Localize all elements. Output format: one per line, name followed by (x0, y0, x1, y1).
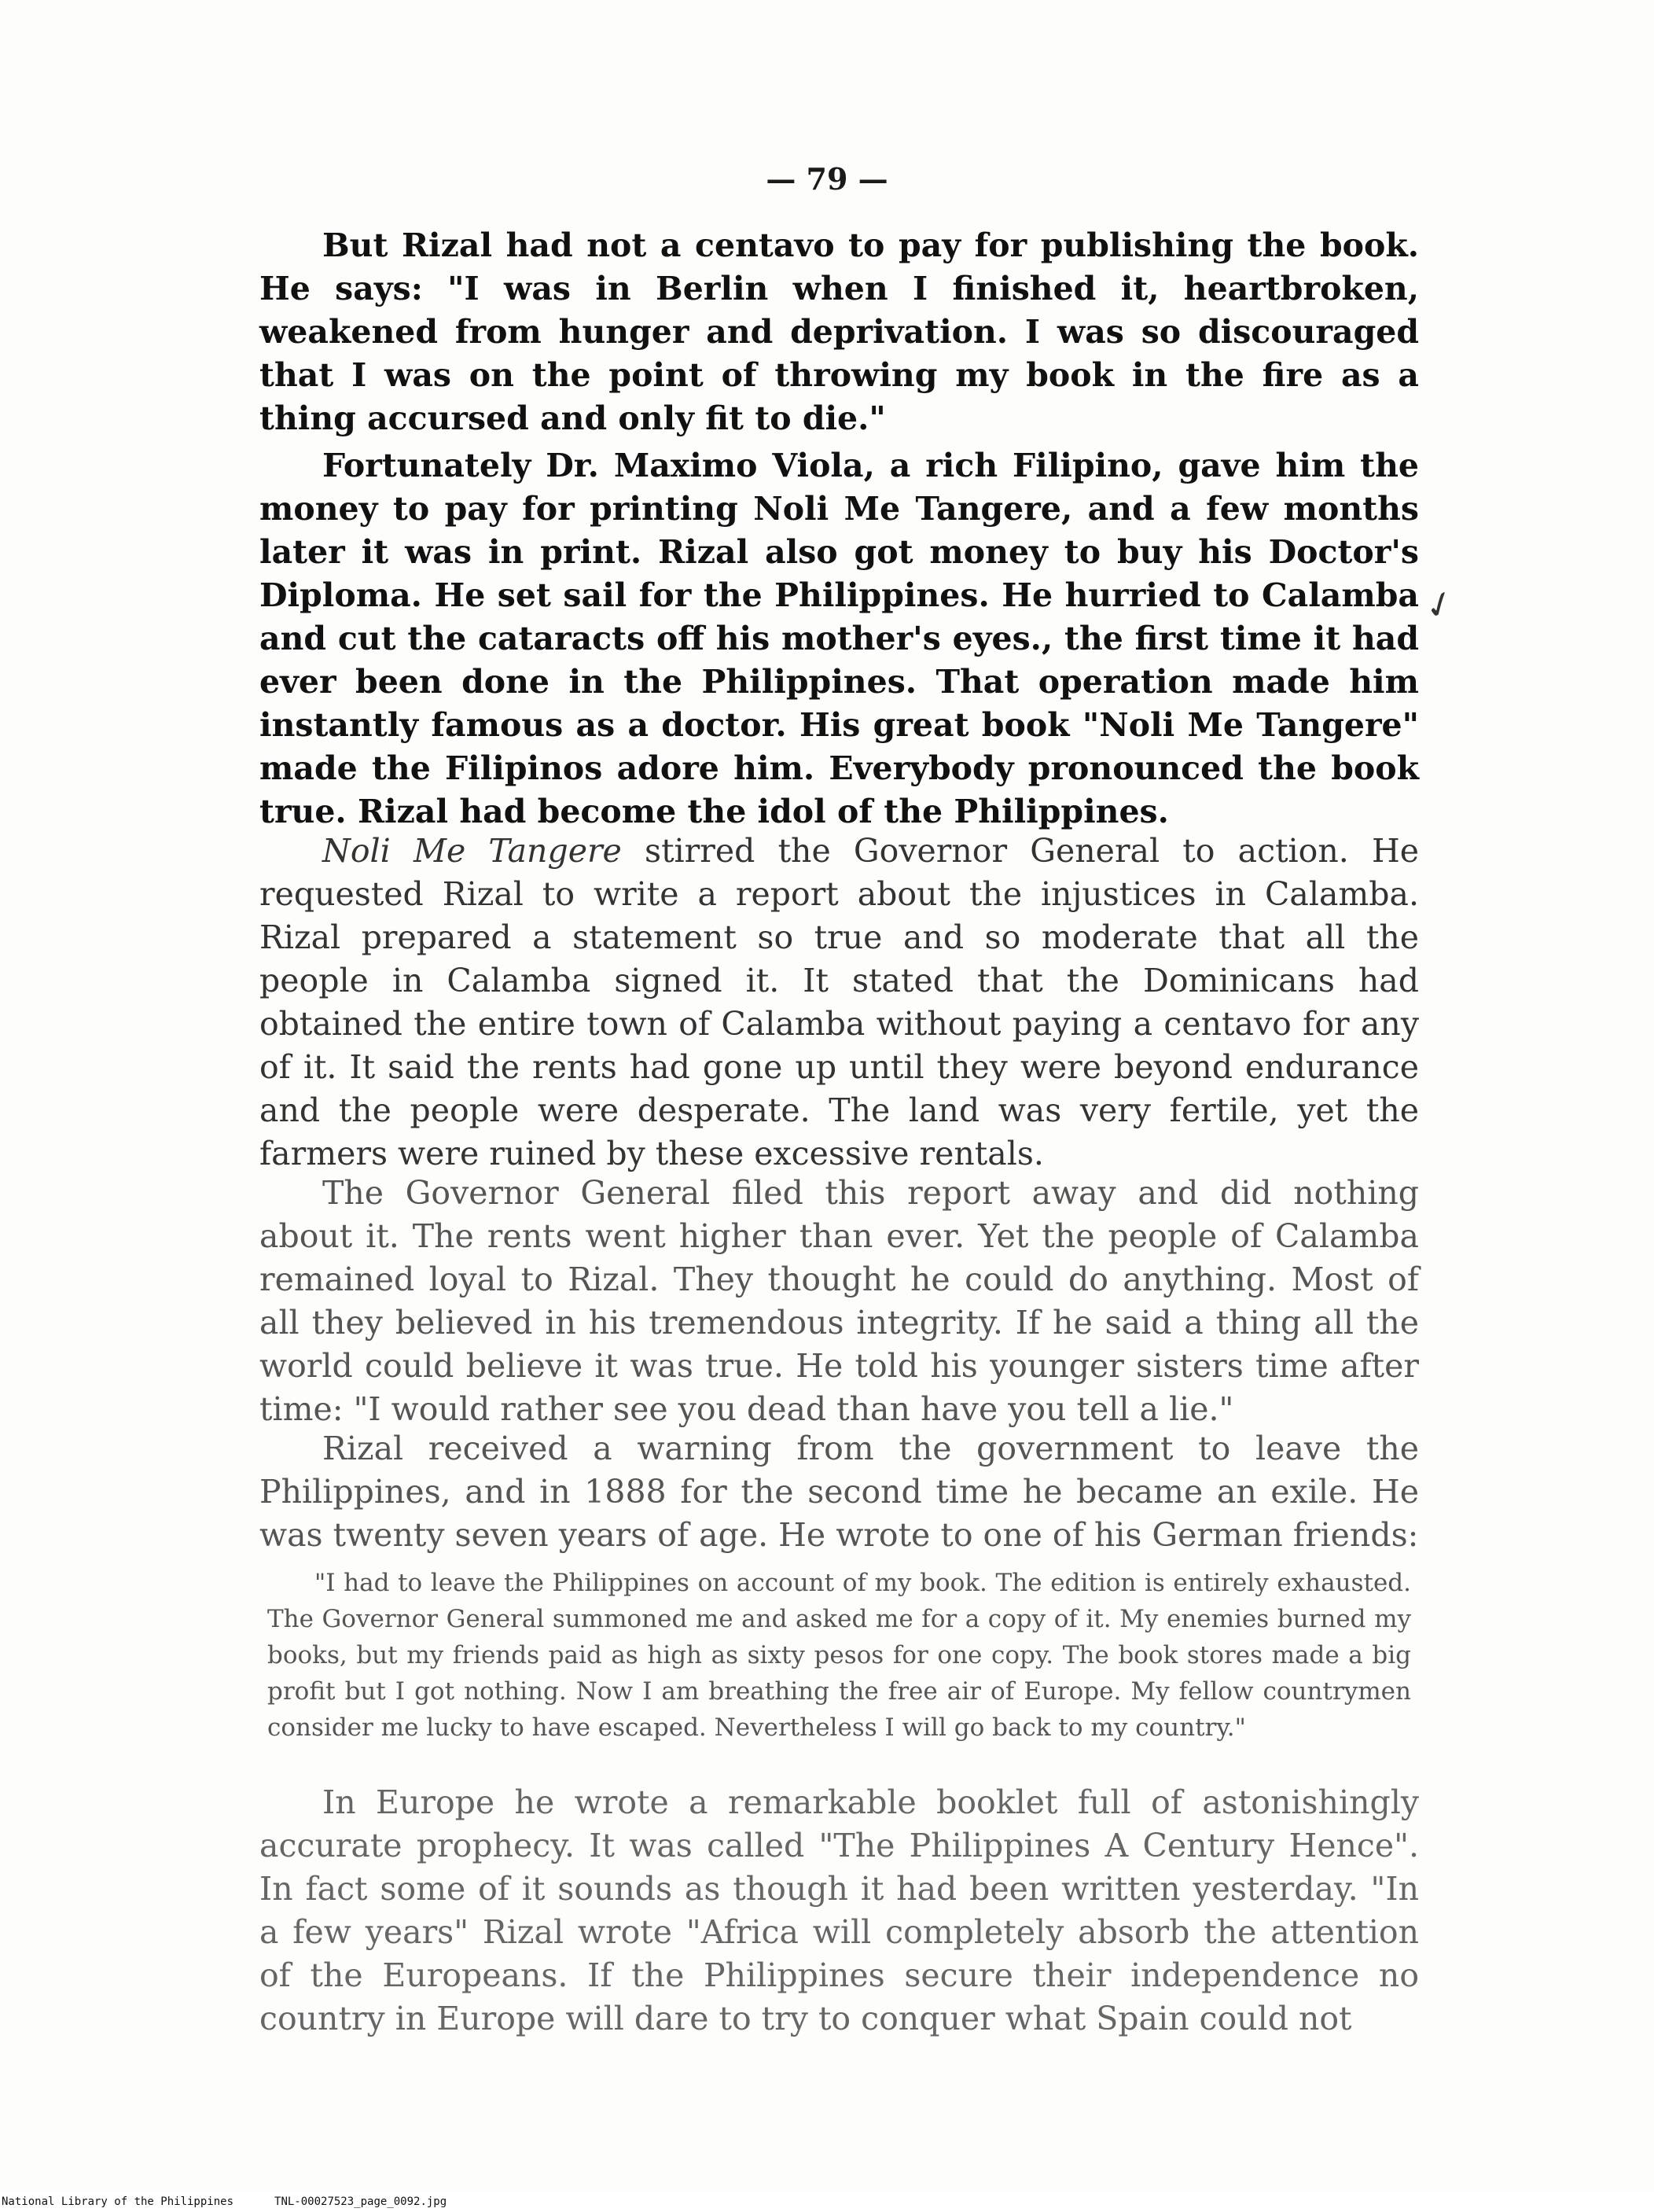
scan-footer (0, 2192, 1654, 2212)
paragraph-4: The Governor General filed this report away and did nothing about it. The rents went higher than ever. Yet the people of Calamba remained loyal to Rizal. They thought he could do anything. Most of all they believed in his tremendous integrity. If he said a thing all the world could believe it was true. He told his younger sisters time after time: "I would rather see you dead than have you tell a lie." (259, 1174, 1419, 1428)
footer-file: TNL-00027523_page_0092.jpg (274, 2195, 447, 2208)
paragraph-3 (259, 830, 1419, 1176)
paragraph-5: Rizal received a warning from the government to leave the Philippines, and in 1888 for the second time he became an exile. He was twenty seven years of age. He wrote to one of his German friends: (259, 1430, 1419, 1554)
margin-check-icon: ✓ (1417, 580, 1461, 630)
paragraph-2-block (259, 444, 1419, 834)
paragraph-3-text: stirred the Governor General to action. He requested Rizal to write a report about the injustices in Calamba. Rizal prepared a statement so true and so moderate that all the people in Calamba signed it. It stated that the Dominicans had obtained the entire town of Calamba without paying a centavo for any of it. It said the rents had gone up until they were beyond endurance and the people were desperate. The land was very fertile, yet the farmers were ruined by these excessive rentals. (259, 832, 1420, 1172)
paragraph-2: Fortunately Dr. Maximo Viola, a rich Filipino, gave him the money to pay for printing Noli Me Tangere, and a few months later it was in print. Rizal also got money to buy his Doctor's Diploma. He set sail for the Philippines. He hurried to Calamba and cut the cataracts off his mother's eyes., the first time it had ever been done in the Philippines. That operation made him instantly famous as a doctor. His great book "Noli Me Tangere" made the Filipinos adore him. Everybody pronounced the book true. Rizal had become the idol of the Philippines. (259, 447, 1419, 830)
paragraph-1: But Rizal had not a centavo to pay for publishing the book. He says: "I was in Berlin when I finished it, heartbroken, weakened from hunger and deprivation. I was so discouraged that I was on the point of throwing my book in the fire as a thing accursed and only fit to die." (259, 226, 1419, 437)
book-title: Noli Me Tangere (322, 832, 622, 870)
paragraph-1-block (259, 224, 1419, 440)
letter-quote: "I had to leave the Philippines on account of my book. The edition is entirely exhausted. The Governor General summoned me and asked me for a copy of it. My enemies burned my books, but my friends paid as high as sixty pesos for one copy. The book stores made a big profit but I got nothing. Now I am breathing the free air of Europe. My fellow countrymen consider me lucky to have escaped. Nevertheless I will go back to my country." (267, 1569, 1411, 1742)
paragraph-6: In Europe he wrote a remarkable booklet full of astonishingly accurate prophecy. It was called "The Philippines A Century Hence". In fact some of it sounds as though it had been written yesterday. "In a few years" Rizal wrote "Africa will completely absorb the attention of the Europeans. If the Philippines secure their independence no country in Europe will dare to try to conquer what Spain could not (259, 1783, 1419, 2037)
paragraph-4-block (259, 1172, 1419, 1431)
paragraph-6-block (259, 1781, 1419, 2041)
footer-library: National Library of the Philippines (2, 2195, 234, 2208)
page-number: — 79 — (766, 161, 888, 197)
paragraph-5-block (259, 1427, 1419, 1557)
quote-block (259, 1565, 1419, 1746)
paragraph-3-block (259, 830, 1419, 1176)
